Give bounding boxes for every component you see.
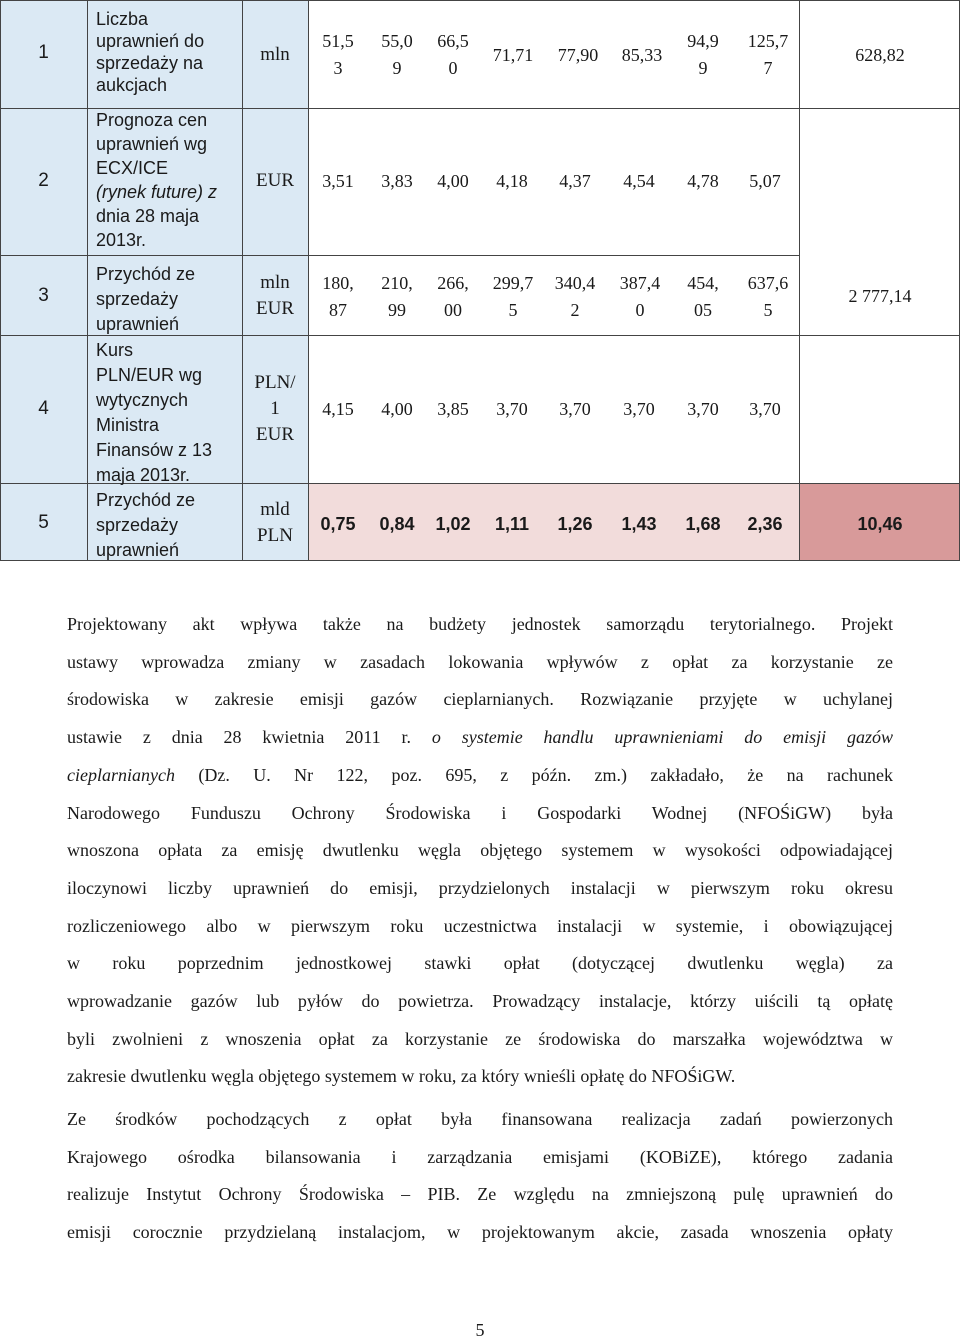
text-line: Ze środków pochodzących z opłat była finansowana realizacja zadań powierzonych xyxy=(67,1109,893,1129)
row3-value: 180, 87 xyxy=(322,273,354,320)
row1-value: 77,90 xyxy=(557,45,599,65)
row3-value: 637,6 5 xyxy=(747,273,789,320)
row2-value: 3,51 xyxy=(322,171,354,191)
row-label-1: Liczba uprawnień do sprzedaży na aukcjach xyxy=(96,9,205,95)
row-number-4: 4 xyxy=(38,398,49,419)
row-number-3: 3 xyxy=(38,285,49,306)
text-line: Narodowego Funduszu Ochrony Środowiska i Gospodarki Wodnej (NFOŚiGW) była xyxy=(67,802,893,823)
text-line: ustawie z dnia 28 kwietnia 2011 r. o systemie handlu uprawnieniami do emisji gazów xyxy=(67,727,894,748)
row3-value: 210, 99 xyxy=(381,273,413,320)
row4-value: 4,00 xyxy=(381,399,413,419)
row1-value: 51,5 3 xyxy=(322,31,354,78)
row-number-column xyxy=(0,0,87,561)
row3-value: 299,7 5 xyxy=(492,273,534,320)
row5-value: 0,84 xyxy=(379,514,415,534)
row1-value: 55,0 9 xyxy=(381,31,413,78)
row3-value: 387,4 0 xyxy=(619,273,661,320)
paragraph-2 xyxy=(67,1101,893,1252)
row4-value: 3,85 xyxy=(437,399,469,419)
row3-value: 340,4 2 xyxy=(554,273,596,320)
text-line: emisji corocznie przydzielaną instalacjom, w projektowanym akcie, zasada wnoszenia opłaty xyxy=(67,1222,893,1243)
row-number-1: 1 xyxy=(38,42,49,63)
row2-value: 4,54 xyxy=(623,171,655,191)
row4-value: 3,70 xyxy=(559,399,591,419)
text-line: byli zwolnieni z wnoszenia opłat za korzystanie ze środowiska do marszałka województwa w xyxy=(67,1028,893,1049)
row5-value: 1,26 xyxy=(557,514,593,534)
row-label-4: Kurs PLN/EUR wg wytycznych Ministra Finansów z 13 maja 2013r. xyxy=(96,340,213,485)
text-line: iloczynowi liczby uprawnień do emisji, przydzielonych instalacji w pierwszym roku okresu xyxy=(67,877,893,898)
row2-value: 4,18 xyxy=(496,171,528,191)
row-label-2: Prognoza cen uprawnień wg ECX/ICE (rynek future) z dnia 28 maja 2013r. xyxy=(96,110,218,250)
row4-value: 4,15 xyxy=(322,399,354,419)
text-line: cieplarnianych (Dz. U. Nr 122, poz. 695, z późn. zm.) zakładało, że na rachunek xyxy=(67,764,894,785)
text-line: realizuje Instytut Ochrony Środowiska – PIB. Ze względu na zmniejszoną pulę uprawnień do xyxy=(67,1184,893,1205)
row3-total: 2 777,14 xyxy=(848,286,912,306)
row5-value: 0,75 xyxy=(320,514,356,534)
row5-value: 2,36 xyxy=(747,514,783,534)
text-line: Krajowego ośrodka bilansowania i zarządzania emisjami (KOBiZE), którego zadania xyxy=(67,1146,893,1167)
unit-row-1: mln xyxy=(260,44,290,65)
row5-value: 1,68 xyxy=(685,514,721,534)
row5-value: 1,02 xyxy=(435,514,471,534)
row2-value: 4,37 xyxy=(559,171,591,191)
text-line: środowiska w zakresie emisji gazów cieplarnianych. Rozwiązanie przyjęte w uchylanej xyxy=(67,689,893,710)
row-label-3: Przychód ze sprzedaży uprawnień xyxy=(96,264,196,334)
row2-value: 4,78 xyxy=(687,171,719,191)
unit-row-4: PLN/ 1 EUR xyxy=(254,372,296,445)
text-line: zakresie dwutlenku węgla objętego systemem w roku, za który wnieśli opłatę do NFOŚiGW. xyxy=(67,1066,736,1087)
row3-value: 454, 05 xyxy=(687,273,719,320)
row3-value: 266, 00 xyxy=(437,273,469,320)
row4-value: 3,70 xyxy=(749,399,781,419)
row5-value: 1,11 xyxy=(494,514,530,534)
row4-value: 3,70 xyxy=(623,399,655,419)
row-label-5: Przychód ze sprzedaży uprawnień xyxy=(96,490,196,560)
row2-value: 5,07 xyxy=(749,171,781,191)
row5-total: 10,46 xyxy=(857,514,903,534)
row2-value: 3,83 xyxy=(381,171,413,191)
unit-row-3: mln EUR xyxy=(256,272,294,319)
row5-value: 1,43 xyxy=(621,514,657,534)
row1-total: 628,82 xyxy=(855,45,905,65)
text-line: wprowadzanie gazów lub pyłów do powietrza. Prowadzący instalacje, którzy uiścili tą opłatę xyxy=(67,991,893,1012)
text-line: ustawy wprowadza zmiany w zasadach lokowania wpływów z opłat za korzystanie ze xyxy=(67,651,893,672)
row1-value: 66,5 0 xyxy=(437,31,469,78)
text-line: w roku poprzednim jednostkowej stawki opłat (dotyczącej dwutlenku węgla) za xyxy=(67,953,893,974)
row-number-5: 5 xyxy=(38,512,49,533)
text-line: Projektowany akt wpływa także na budżety jednostek samorządu terytorialnego. Projekt xyxy=(67,614,893,634)
unit-row-5: mld PLN xyxy=(257,499,293,546)
unit-row-2: EUR xyxy=(256,170,294,191)
row1-value: 125,7 7 xyxy=(747,31,789,78)
row1-value: 94,9 9 xyxy=(687,31,719,78)
emission-allowances-table xyxy=(0,0,960,561)
text-line: rozliczeniowego albo w pierwszym roku uczestnictwa instalacji w systemie, i obowiązującej xyxy=(67,915,893,936)
paragraph-1 xyxy=(67,606,893,1096)
page-number: 5 xyxy=(475,1320,485,1340)
row1-value: 71,71 xyxy=(492,45,534,65)
row4-value: 3,70 xyxy=(496,399,528,419)
row2-value: 4,00 xyxy=(437,171,469,191)
row4-value: 3,70 xyxy=(687,399,719,419)
row1-value: 85,33 xyxy=(621,45,663,65)
text-line: wnoszona opłata za emisję dwutlenku węgla objętego systemem w wysokości odpowiadającej xyxy=(67,840,893,861)
row-number-2: 2 xyxy=(38,170,49,191)
